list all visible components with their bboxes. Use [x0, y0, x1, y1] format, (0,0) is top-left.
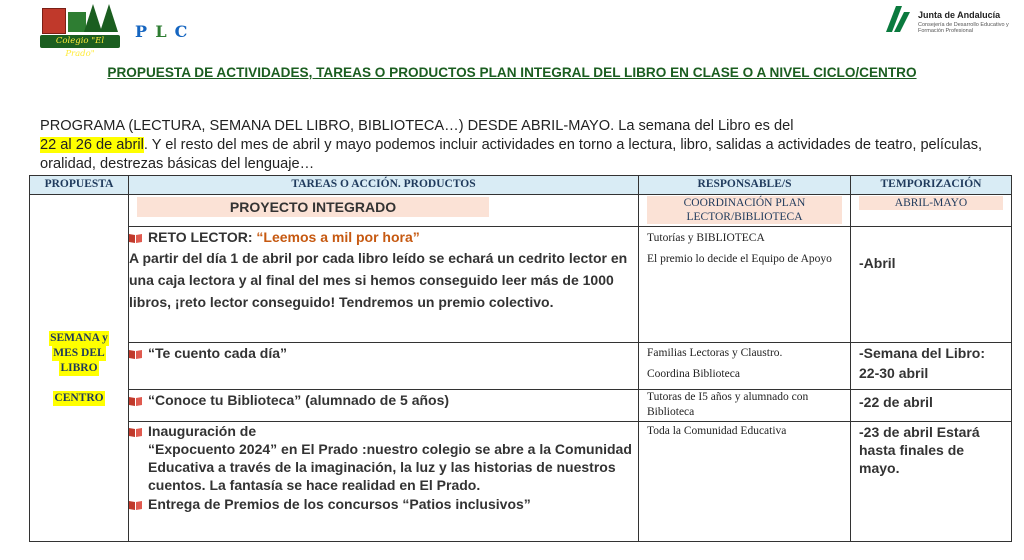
responsable-text: Toda la Comunidad Educativa [647, 425, 787, 437]
table-row [30, 227, 1012, 343]
tiempo-cell [851, 195, 1012, 227]
propuesta-label [49, 331, 109, 406]
table-header-row [30, 176, 1012, 195]
activities-table [29, 175, 1012, 542]
school-logo-text: Colegio "El Prado" [40, 35, 120, 48]
junta-name: Junta de Andalucía [918, 10, 1001, 20]
responsable-text: Tutoras de I5 años y alumnado con Biblioteca [647, 391, 809, 418]
table-row [30, 422, 1012, 542]
reto-title [129, 227, 638, 247]
propuesta-line: SEMANA y [50, 331, 108, 344]
tiempo-text: -Semana del Libro: 22-30 abril [859, 345, 986, 381]
junta-andalucia-logo-icon [884, 4, 912, 34]
book-bullet-icon [129, 349, 142, 359]
plc-logo-letter: C [174, 22, 188, 41]
plc-logo-letter: P [134, 22, 148, 41]
responsable-text: El premio lo decide el Equipo de Apoyo [647, 253, 832, 265]
book-bullet-icon [129, 427, 142, 437]
col-header-responsables: RESPONSABLE/S [639, 176, 851, 195]
premios-text: Entrega de Premios de los concursos “Patios inclusivos” [129, 495, 638, 513]
propuesta-line: CENTRO [54, 391, 104, 404]
expo-title: Inauguración de [129, 422, 638, 440]
col-header-temporizacion: TEMPORIZACIÓN [851, 176, 1012, 195]
plc-logo-letter: L [155, 22, 167, 41]
intro-dates-highlight: 22 al 26 de abril [40, 137, 144, 153]
tarea-cell [129, 195, 639, 227]
plc-logo [132, 20, 196, 48]
intro-text: PROGRAMA (LECTURA, SEMANA DEL LIBRO, BIBLIOTECA…) DESDE ABRIL-MAYO. La semana del Libro es del [40, 118, 794, 134]
responsable-text: Tutorías y BIBLIOTECA [647, 232, 765, 244]
tarea-cell [129, 343, 639, 390]
tarea-cell [129, 390, 639, 422]
reto-body: A partir del día 1 de abril por cada libro leído se echará un cedrito lector en una caja lectora y al final del mes si hemos conseguido leer más de 1000 libros, ¡reto lector conseguido! Tendremos un premio colectivo. [129, 250, 628, 310]
junta-department: Consejería de Desarrollo Educativo y Formación Profesional [918, 22, 1009, 34]
tree-icon [100, 4, 118, 32]
responsable-cell [639, 422, 851, 542]
col-header-propuesta: PROPUESTA [30, 176, 129, 195]
reto-title-quote: “Leemos a mil por hora” [256, 229, 420, 245]
responsable-cell [639, 343, 851, 390]
responsable-cell [639, 195, 851, 227]
tarea-cell [129, 422, 639, 542]
tarea-cell [129, 227, 639, 343]
school-logo [40, 2, 120, 59]
responsable-cell [639, 390, 851, 422]
tiempo-text: -Abril [859, 255, 896, 271]
propuesta-line: LIBRO [60, 361, 98, 374]
reto-title-prefix: RETO LECTOR: [148, 229, 257, 245]
junta-logo [884, 4, 1024, 38]
document-title: PROPUESTA DE ACTIVIDADES, TAREAS O PRODUCTOS PLAN INTEGRAL DEL LIBRO EN CLASE O A NIVEL CICLO/CENTRO [107, 65, 917, 80]
tarea-text: “Te cuento cada día” [129, 343, 638, 363]
responsable-cell [639, 227, 851, 343]
table-row [30, 343, 1012, 390]
school-building-icon [42, 8, 66, 34]
propuesta-line: MES DEL [53, 346, 105, 359]
tiempo-cell [851, 227, 1012, 343]
col-header-tareas: TAREAS O ACCIÓN. PRODUCTOS [129, 176, 639, 195]
intro-text: . Y el resto del mes de abril y mayo podemos incluir actividades en torno a lectura, libro, salidas a actividades de teatro, películas, oralidad, destrezas básicas del lenguaje… [40, 137, 983, 172]
responsable-text: Familias Lectoras y Claustro. [647, 347, 783, 359]
table-row [30, 390, 1012, 422]
table-row [30, 195, 1012, 227]
responsable-text: Coordina Biblioteca [647, 368, 740, 380]
book-bullet-icon [129, 396, 142, 406]
tiempo-cell [851, 343, 1012, 390]
tiempo-text: -22 de abril [859, 394, 933, 410]
tiempo-cell [851, 422, 1012, 542]
tiempo-cell [851, 390, 1012, 422]
proyecto-integrado-label: PROYECTO INTEGRADO [137, 197, 489, 217]
tiempo-text: ABRIL-MAYO [859, 196, 1003, 210]
page-header [0, 0, 1024, 59]
propuesta-cell [30, 195, 129, 542]
tiempo-text: -23 de abril Estará hasta finales de mayo. [859, 424, 980, 476]
expo-body: “Expocuento 2024” en El Prado :nuestro colegio se abre a la Comunidad Educativa a través de la imaginación, la luz y las historias de nuestros cuentos. La fantasía se hace realidad en El Prado. [148, 441, 632, 493]
responsable-text: COORDINACIÓN PLAN LECTOR/BIBLIOTECA [647, 196, 842, 224]
tarea-text: “Conoce tu Biblioteca” (alumnado de 5 años) [129, 390, 638, 410]
intro-paragraph [40, 117, 990, 174]
book-bullet-icon [129, 233, 142, 243]
book-bullet-icon [129, 500, 142, 510]
